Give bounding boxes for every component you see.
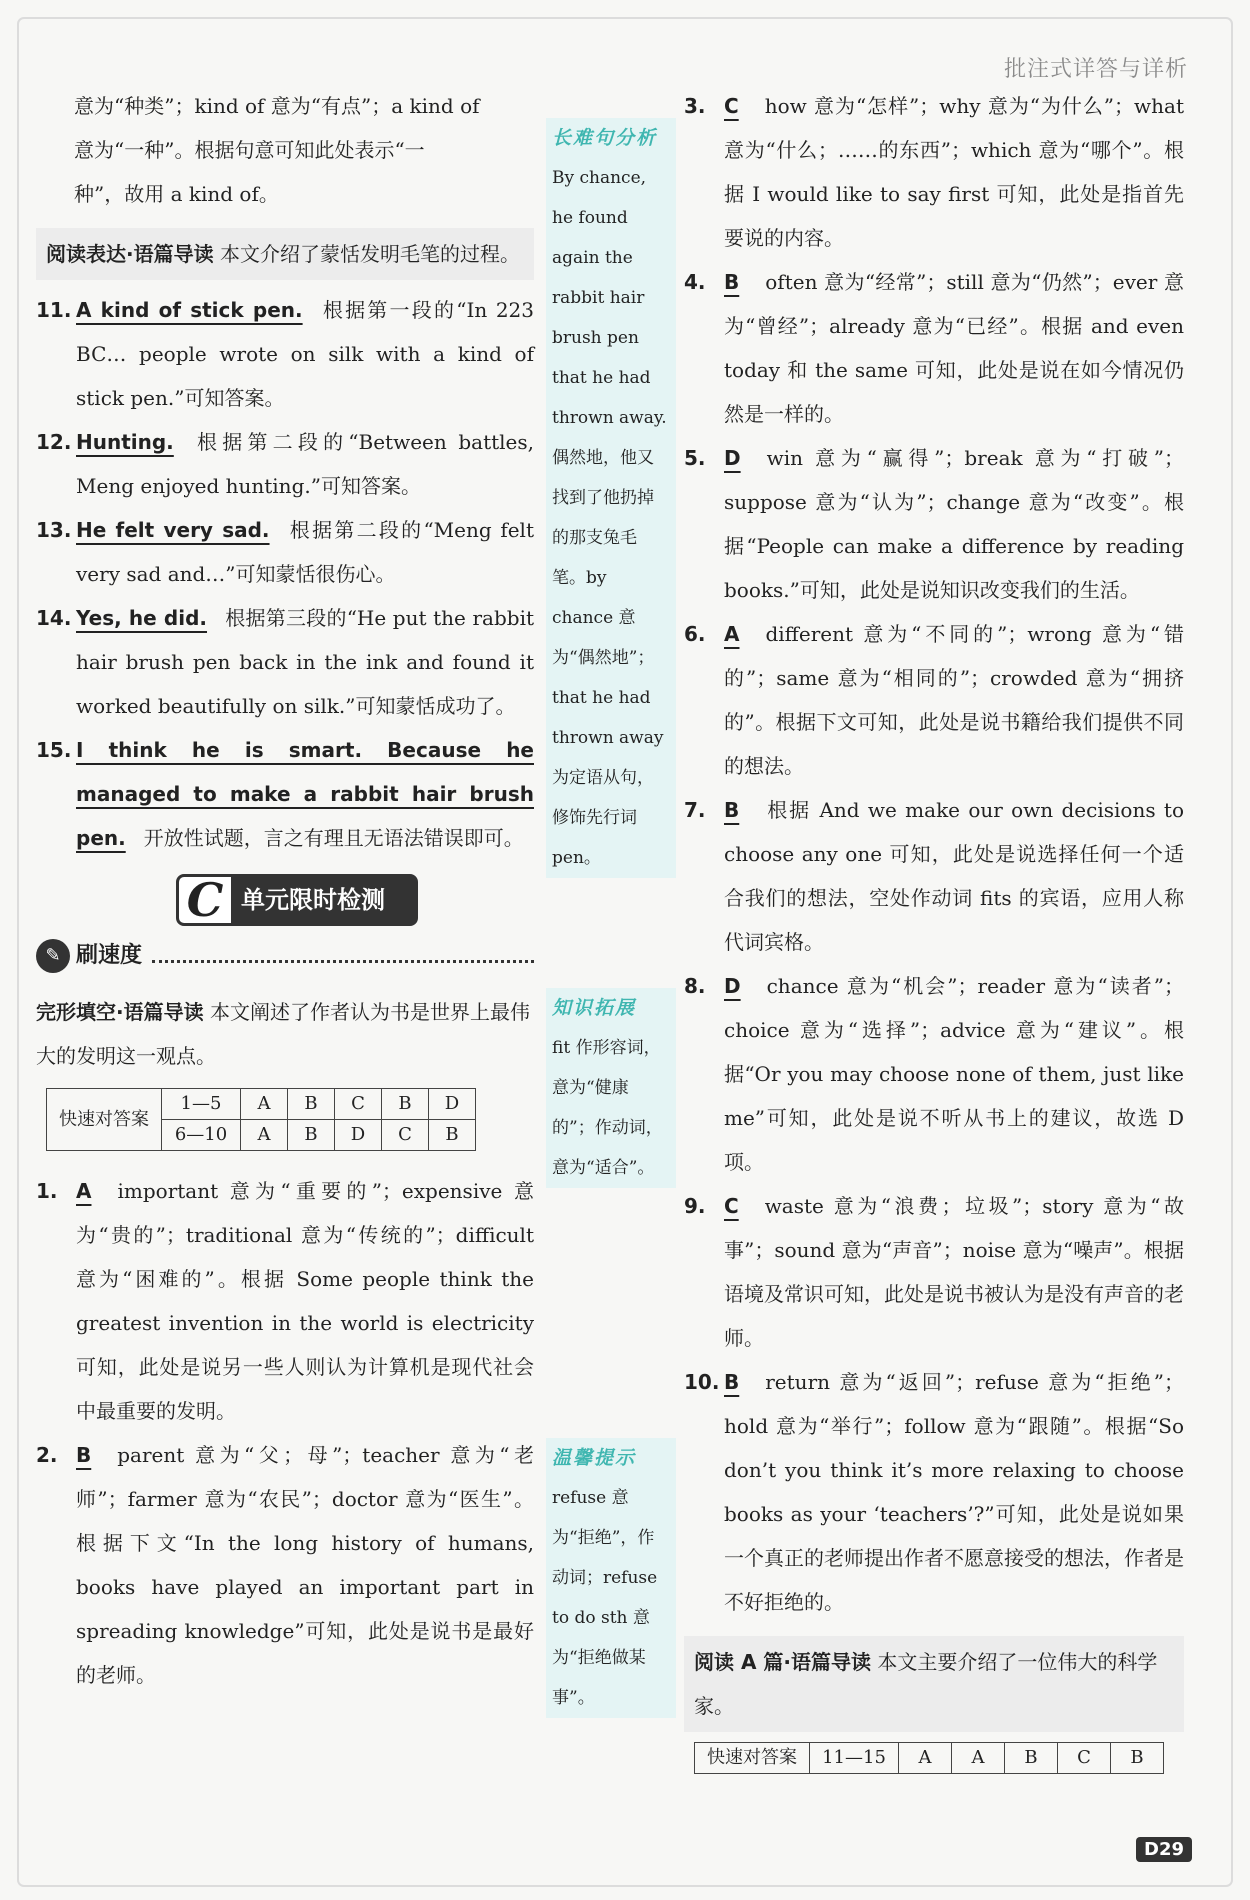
explanation: chance 意为“机会”；reader 意为“读者”；choice 意为“选择”；advice 意为“建议”。根据“Or you may choose none of them, just like me”可知，此处是说不听从书上的建议，故选 D 项。 [724, 974, 1184, 1174]
guide-title: 完形填空·语篇导读 [36, 1000, 204, 1024]
answer: Yes, he did. [76, 606, 208, 630]
question-14 [36, 596, 534, 728]
explanation: return 意为“返回”；refuse 意为“拒绝”；hold 意为“举行”；follow 意为“跟随”。根据“So don’t you think it’s more relaxing to choose books as your ‘teachers’?”可知，此处是说如果一个真正的老师提出作者不愿意接受的想法，作者是不好拒绝的。 [724, 1370, 1184, 1614]
question-3 [684, 84, 1184, 260]
note-knowledge [546, 988, 676, 1188]
explanation: win 意为“赢得”；break 意为“打破”；suppose 意为“认为”；change 意为“改变”。根据“People can make a difference by reading books.”可知，此处是说知识改变我们的生活。 [724, 446, 1184, 602]
answer-cell: B [429, 1120, 476, 1151]
note-long-sentence [546, 118, 676, 878]
explanation: often 意为“经常”；still 意为“仍然”；ever 意为“曾经”；already 意为“已经”。根据 and even today 和 the same 可知，此处是说在如今情况仍然是一样的。 [724, 270, 1184, 426]
range-cell: 6—10 [162, 1120, 241, 1151]
question-number: 13. [36, 518, 72, 542]
section-letter: C [186, 873, 224, 927]
question-number: 2. [36, 1443, 58, 1467]
question-number: 14. [36, 606, 72, 630]
reading-guide [36, 228, 534, 280]
answer: A kind of stick pen. [76, 298, 303, 322]
answer-letter: B [76, 1443, 92, 1467]
answer-cell: B [1005, 1743, 1058, 1774]
answer-cell: A [241, 1120, 288, 1151]
section-name: 单元限时检测 [231, 877, 415, 923]
note-heading: 知识拓展 [552, 997, 637, 1019]
question-number: 7. [684, 798, 706, 822]
note-heading: 长难句分析 [552, 127, 658, 149]
answer-letter: C [724, 94, 739, 118]
dotted-divider [152, 950, 534, 963]
speed-icon: ✎ [36, 939, 70, 973]
explanation: 根据 And we make our own decisions to choose any one 可知，此处是说选择任何一个适合我们的想法，空处作动词 fits 的宾语，应用人称代词宾格。 [724, 798, 1184, 954]
explanation: how 意为“怎样”；why 意为“为什么”；what 意为“什么；……的东西”；which 意为“哪个”。根据 I would like to say first 可知，此处是指首先要说的内容。 [724, 94, 1184, 250]
answer-cell: A [899, 1743, 952, 1774]
question-number: 11. [36, 298, 72, 322]
question-11 [36, 288, 534, 420]
left-column [36, 84, 534, 1697]
quick-answer-table-right [694, 1742, 1164, 1774]
question-5 [684, 436, 1184, 612]
reading-a-guide [684, 1636, 1184, 1732]
range-cell: 1—5 [162, 1089, 241, 1120]
answer-letter: C [724, 1194, 739, 1218]
answer-letter: B [724, 270, 740, 294]
speed-banner [36, 934, 534, 978]
answer: Hunting. [76, 430, 174, 454]
note-text: fit 作形容词，意为“健康的”；作动词，意为“适合”。 [552, 1038, 663, 1178]
explanation: 根据第二段的“Meng felt very sad and…”可知蒙恬很伤心。 [76, 518, 534, 586]
answer-cell: C [382, 1120, 429, 1151]
explanation: 根据第三段的“He put the rabbit hair brush pen back in the ink and found it worked beautifully on silk.”可知蒙恬成功了。 [76, 606, 534, 718]
page-header: 批注式详答与详析 [1003, 57, 1188, 82]
guide-text: 本文阐述了作者认为书是世界上最伟大的发明这一观点。 [36, 1000, 530, 1068]
answer-cell: D [335, 1120, 382, 1151]
explanation: parent 意为“父；母”；teacher 意为“老师”；farmer 意为“农民”；doctor 意为“医生”。根据下文“In the long history of humans, books have played an important part in spreading knowledge”可知，此处是说书是最好的老师。 [76, 1443, 534, 1687]
guide-text: 本文介绍了蒙恬发明毛笔的过程。 [219, 242, 520, 266]
question-7 [684, 788, 1184, 964]
answer-letter: D [724, 974, 741, 998]
answer-cell: C [335, 1089, 382, 1120]
answer-letter: D [724, 446, 741, 470]
question-4 [684, 260, 1184, 436]
question-number: 12. [36, 430, 72, 454]
question-13 [36, 508, 534, 596]
question-number: 3. [684, 94, 706, 118]
page-number: D29 [1136, 1837, 1192, 1862]
answer: He felt very sad. [76, 518, 270, 542]
quick-answer-table [46, 1088, 476, 1151]
explanation: 根据第一段的“In 223 BC… people wrote on silk with a kind of stick pen.”可知答案。 [76, 298, 534, 410]
answer: I think he is smart. Because he managed to make a rabbit hair brush pen. [76, 738, 534, 850]
note-text: By chance, he found again the rabbit hair brush pen that he had thrown away. 偶然地，他又找到了他扔掉的那支兔毛笔。by chance 意为“偶然地”；that he had thrown away 为定语从句，修饰先行词 pen。 [552, 168, 667, 868]
question-1 [36, 1169, 534, 1433]
range-cell: 11—15 [810, 1743, 899, 1774]
question-number: 15. [36, 738, 72, 762]
speed-label: 刷速度 [76, 943, 143, 968]
note-tip [546, 1438, 676, 1718]
explanation: different 意为“不同的”；wrong 意为“错的”；same 意为“相同的”；crowded 意为“拥挤的”。根据下文可知，此处是说书籍给我们提供不同的想法。 [724, 622, 1184, 778]
answer-letter: B [724, 798, 740, 822]
side-notes [546, 118, 676, 1718]
answer-letter: A [724, 622, 740, 646]
section-title [176, 874, 418, 926]
answer-cell: B [288, 1089, 335, 1120]
answer-letter: A [76, 1179, 92, 1203]
explanation: 开放性试题，言之有理且无语法错误即可。 [143, 826, 524, 850]
intro-line: 意为“一种”。根据句意可知此处表示“一 [74, 138, 425, 162]
question-12 [36, 420, 534, 508]
explanation: important 意为“重要的”；expensive 意为“贵的”；traditional 意为“传统的”；difficult 意为“困难的”。根据 Some people think the greatest invention in the world is electricity 可知，此处是说另一些人则认为计算机是现代社会中最重要的发明。 [76, 1179, 534, 1423]
note-text: refuse 意为“拒绝”，作动词；refuse to do sth 意为“拒绝做某事”。 [552, 1488, 658, 1708]
question-number: 1. [36, 1179, 58, 1203]
question-15 [36, 728, 534, 860]
explanation: waste 意为“浪费；垃圾”；story 意为“故事”；sound 意为“声音”；noise 意为“噪声”。根据语境及常识可知，此处是说书被认为是没有声音的老师。 [724, 1194, 1184, 1350]
right-column [684, 84, 1184, 1792]
answer-cell: B [382, 1089, 429, 1120]
table-row [695, 1743, 1164, 1774]
question-9 [684, 1184, 1184, 1360]
note-heading: 温馨提示 [552, 1447, 637, 1469]
guide-title: 阅读表达·语篇导读 [46, 242, 214, 266]
question-number: 9. [684, 1194, 706, 1218]
question-8 [684, 964, 1184, 1184]
quick-answer-label: 快速对答案 [695, 1743, 810, 1774]
cloze-guide [36, 990, 534, 1078]
answer-cell: A [952, 1743, 1005, 1774]
question-10 [684, 1360, 1184, 1624]
guide-text: 本文主要介绍了一位伟大的科学家。 [694, 1650, 1158, 1718]
quick-answer-label: 快速对答案 [47, 1089, 162, 1151]
question-number: 5. [684, 446, 706, 470]
guide-title: 阅读 A 篇·语篇导读 [694, 1650, 872, 1674]
explanation: 根据第二段的“Between battles, Meng enjoyed hunting.”可知答案。 [76, 430, 534, 498]
answer-cell: C [1058, 1743, 1111, 1774]
question-number: 6. [684, 622, 706, 646]
question-number: 4. [684, 270, 706, 294]
question-6 [684, 612, 1184, 788]
answer-letter: B [724, 1370, 740, 1394]
answer-cell: B [288, 1120, 335, 1151]
answer-cell: D [429, 1089, 476, 1120]
answer-cell: A [241, 1089, 288, 1120]
intro-line: 种”，故用 a kind of。 [74, 182, 279, 206]
question-2 [36, 1433, 534, 1697]
table-row [47, 1089, 476, 1120]
intro-line: 意为“种类”；kind of 意为“有点”；a kind of [74, 94, 480, 118]
answer-cell: B [1111, 1743, 1164, 1774]
question-number: 8. [684, 974, 706, 998]
question-number: 10. [684, 1370, 720, 1394]
